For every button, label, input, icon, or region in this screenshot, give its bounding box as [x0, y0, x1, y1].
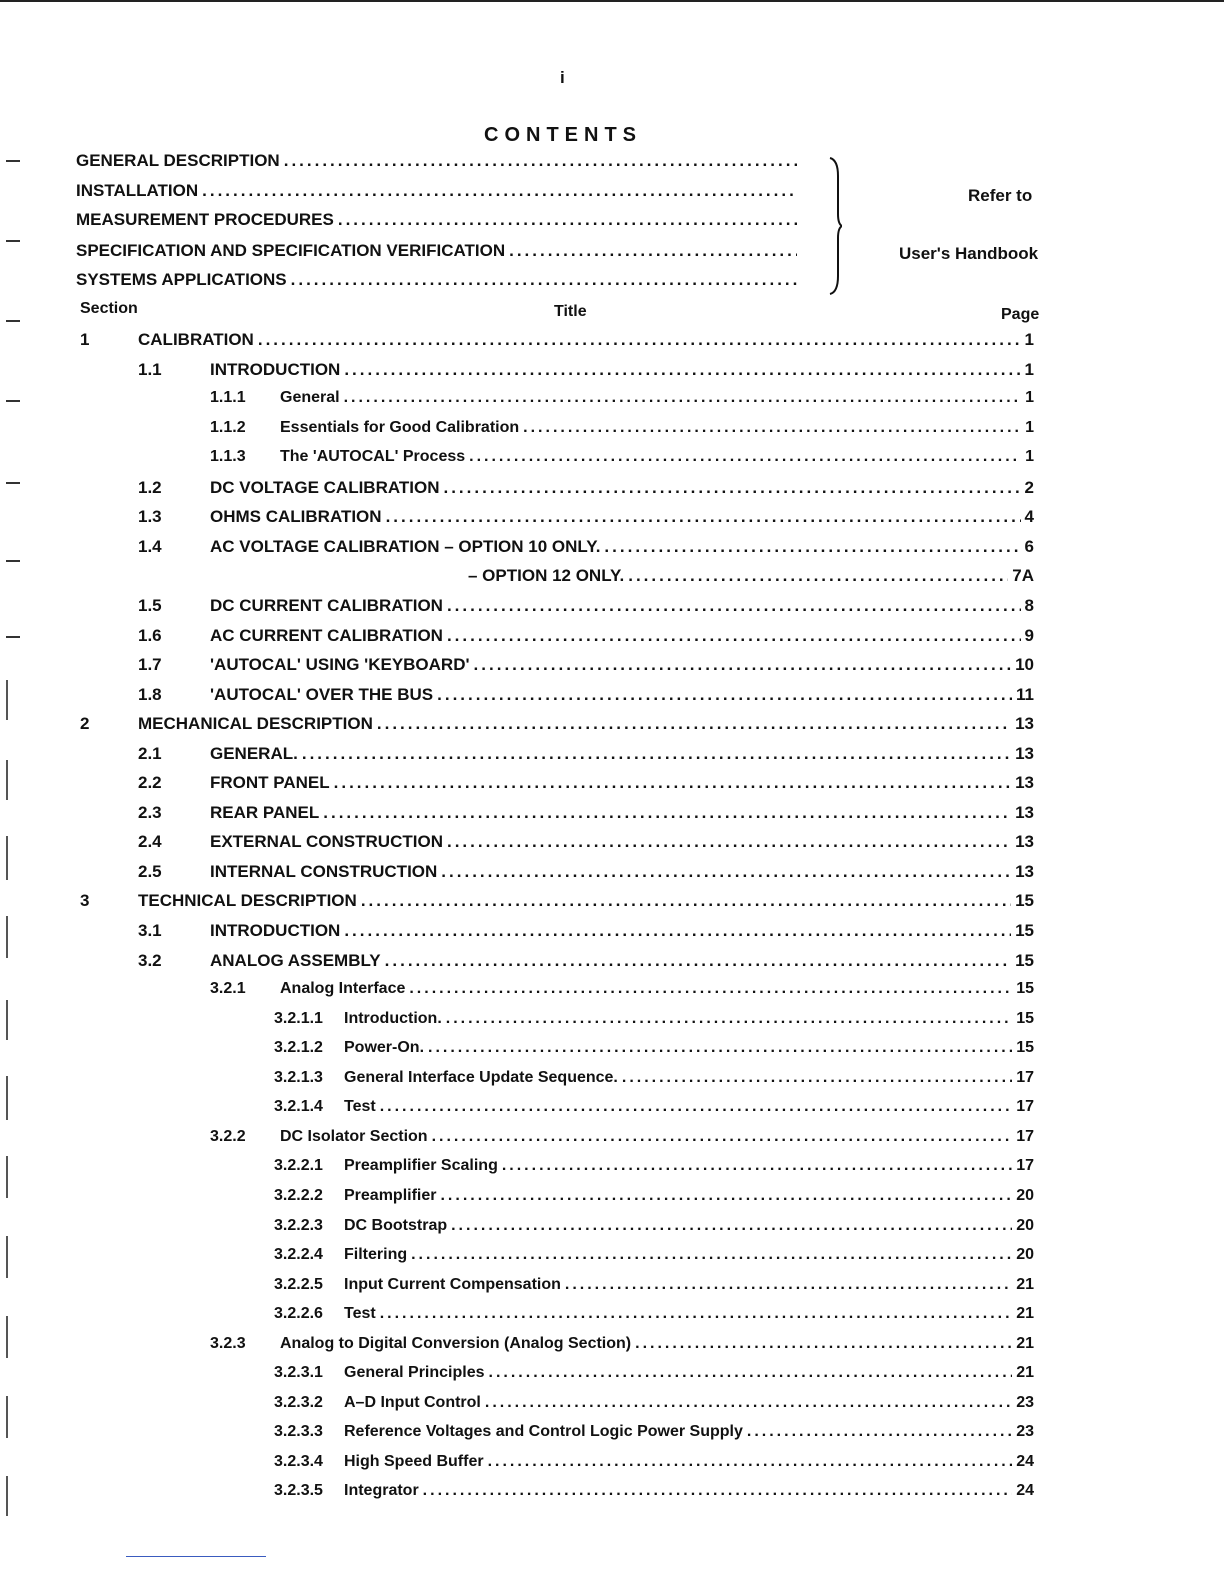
toc-entry — [280, 1128, 1034, 1152]
margin-bar — [6, 680, 8, 720]
margin-mark — [6, 636, 20, 638]
toc-page-number: 6 — [1024, 537, 1034, 556]
toc-page-number: 17 — [1016, 1098, 1034, 1115]
toc-entry-title: ANALOG ASSEMBLY — [210, 951, 381, 970]
page-number: i — [560, 68, 565, 87]
general-item-label: INSTALLATION — [76, 181, 199, 200]
toc-page-number: 13 — [1015, 862, 1034, 881]
leader-dots — [485, 1394, 1012, 1412]
toc-page-number: 13 — [1015, 773, 1034, 792]
toc-entry — [344, 1276, 1034, 1300]
leader-dots — [440, 1187, 1012, 1205]
toc-section-number: 2.3 — [138, 803, 162, 822]
toc-entry — [210, 951, 1034, 975]
toc-entry-title: AC VOLTAGE CALIBRATION – OPTION 10 ONLY. — [210, 537, 601, 556]
toc-section-number: 3.2.2.6 — [274, 1305, 323, 1322]
leader-dots — [747, 1423, 1012, 1441]
general-item — [76, 181, 801, 205]
toc-section-number: 1.1.2 — [210, 419, 246, 436]
toc-page-number: 9 — [1024, 626, 1034, 645]
leader-dots — [361, 891, 1011, 911]
toc-entry — [344, 1039, 1034, 1063]
margin-mark — [6, 160, 20, 162]
general-item-label: SYSTEMS APPLICATIONS — [76, 270, 287, 289]
toc-entry-title: The 'AUTOCAL' Process — [280, 448, 466, 465]
toc-entry-title: Reference Voltages and Control Logic Power Supply — [344, 1423, 743, 1440]
toc-entry-title: CALIBRATION — [138, 330, 254, 349]
toc-page-number: 17 — [1016, 1069, 1034, 1086]
toc-page-number: 1 — [1025, 448, 1034, 465]
toc-entry — [210, 921, 1034, 945]
leader-dots — [489, 1364, 1013, 1382]
leader-dots — [565, 1276, 1012, 1294]
leader-dots — [604, 537, 1020, 557]
toc-entry — [138, 714, 1034, 738]
leader-dots — [437, 685, 1012, 705]
leader-dots — [447, 832, 1011, 852]
toc-page-number: 15 — [1015, 921, 1034, 940]
toc-page-number: 1 — [1024, 360, 1034, 379]
toc-page-number: 15 — [1016, 980, 1034, 997]
toc-entry — [344, 1394, 1034, 1418]
toc-entry-title: High Speed Buffer — [344, 1453, 484, 1470]
toc-section-number: 3.2.3.3 — [274, 1423, 323, 1440]
toc-section-number: 1.8 — [138, 685, 162, 704]
toc-section-number: 3.2.2 — [210, 1128, 246, 1145]
toc-section-number: 3.2 — [138, 951, 162, 970]
users-handbook-text: User's Handbook — [899, 244, 1039, 263]
leader-dots — [323, 803, 1011, 823]
leader-dots — [622, 1069, 1012, 1087]
leader-dots — [523, 419, 1021, 437]
toc-section-number: 3.2.2.5 — [274, 1276, 323, 1293]
toc-page-number: 24 — [1016, 1482, 1034, 1499]
toc-entry — [210, 803, 1034, 827]
toc-section-number: 3.2.2.3 — [274, 1217, 323, 1234]
toc-entry — [210, 537, 1034, 561]
leader-dots — [411, 1246, 1012, 1264]
toc-page-number: 10 — [1015, 655, 1034, 674]
leader-dots — [447, 626, 1021, 646]
toc-entry-title: DC CURRENT CALIBRATION — [210, 596, 443, 615]
toc-page-number: 1 — [1024, 330, 1034, 349]
toc-entry-title: Power-On. — [344, 1039, 425, 1056]
toc-entry-title: A–D Input Control — [344, 1394, 481, 1411]
toc-page-number: 1 — [1025, 389, 1034, 406]
leader-dots — [385, 951, 1011, 971]
general-item — [76, 151, 801, 175]
toc-entry — [210, 478, 1034, 502]
leader-dots — [488, 1453, 1013, 1471]
toc-entry-title: OHMS CALIBRATION — [210, 507, 382, 526]
toc-section-number: 2.2 — [138, 773, 162, 792]
toc-page-number: 17 — [1016, 1157, 1034, 1174]
toc-section-number: 2.1 — [138, 744, 162, 763]
toc-section-number: 3.1 — [138, 921, 162, 940]
leader-dots — [291, 270, 797, 290]
toc-entry-title: Preamplifier — [344, 1187, 437, 1204]
toc-page-number: 4 — [1024, 507, 1034, 526]
toc-section-number: 3.2.3 — [210, 1335, 246, 1352]
leader-dots — [423, 1482, 1013, 1500]
page-title: CONTENTS — [484, 124, 642, 146]
toc-entry — [280, 1335, 1034, 1359]
toc-entry — [210, 832, 1034, 856]
margin-mark — [6, 320, 20, 322]
toc-entry-title: DC VOLTAGE CALIBRATION — [210, 478, 440, 497]
toc-entry — [344, 1069, 1034, 1093]
margin-bar — [6, 1156, 8, 1198]
toc-entry-title: General Interface Update Sequence. — [344, 1069, 618, 1086]
toc-entry — [138, 891, 1034, 915]
leader-dots — [302, 744, 1011, 764]
toc-page-number: 21 — [1016, 1335, 1034, 1352]
toc-entry — [344, 1187, 1034, 1211]
toc-entry-title: MECHANICAL DESCRIPTION — [138, 714, 373, 733]
leader-dots — [409, 980, 1012, 998]
toc-page-number: 13 — [1015, 714, 1034, 733]
leader-dots — [386, 507, 1021, 527]
toc-section-number: 2 — [80, 714, 90, 733]
toc-section-number: 3 — [80, 891, 90, 910]
toc-entry — [210, 685, 1034, 709]
toc-section-number: 1.5 — [138, 596, 162, 615]
toc-entry — [280, 980, 1034, 1004]
leader-dots — [377, 714, 1011, 734]
toc-entry — [210, 360, 1034, 384]
leader-dots — [258, 330, 1021, 350]
margin-bar — [6, 1236, 8, 1278]
leader-dots — [443, 478, 1020, 498]
leader-dots — [284, 151, 797, 171]
page-column-header: Page — [1001, 306, 1040, 323]
toc-entry-title: INTERNAL CONSTRUCTION — [210, 862, 438, 881]
curly-brace — [828, 156, 842, 296]
toc-entry — [344, 1157, 1034, 1181]
toc-page-number: 13 — [1015, 832, 1034, 851]
toc-entry-title: Analog Interface — [280, 980, 406, 997]
toc-entry-title: Input Current Compensation — [344, 1276, 561, 1293]
toc-section-number: 1.1 — [138, 360, 162, 379]
toc-page-number: 21 — [1016, 1364, 1034, 1381]
toc-page-number: 15 — [1016, 1010, 1034, 1027]
toc-section-number: 3.2.2.2 — [274, 1187, 323, 1204]
toc-entry-title: TECHNICAL DESCRIPTION — [138, 891, 357, 910]
toc-entry-title: Introduction. — [344, 1010, 442, 1027]
leader-dots — [432, 1128, 1013, 1146]
toc-section-number: 1.3 — [138, 507, 162, 526]
toc-entry-title: – OPTION 12 ONLY. — [468, 566, 625, 585]
toc-page-number: 2 — [1024, 478, 1034, 497]
toc-entry — [344, 1423, 1034, 1447]
toc-entry — [210, 655, 1034, 679]
margin-bar — [6, 1000, 8, 1040]
toc-page-number: 20 — [1016, 1246, 1034, 1263]
leader-dots — [635, 1335, 1012, 1353]
toc-section-number: 3.2.3.2 — [274, 1394, 323, 1411]
general-item — [76, 241, 801, 265]
toc-entry-title: DC Bootstrap — [344, 1217, 448, 1234]
toc-entry — [344, 1010, 1034, 1034]
margin-bar — [6, 760, 8, 800]
toc-entry-title: Preamplifier Scaling — [344, 1157, 498, 1174]
toc-entry-title: Analog to Digital Conversion (Analog Section) — [280, 1335, 632, 1352]
general-item — [76, 270, 801, 294]
toc-section-number: 3.2.3.1 — [274, 1364, 323, 1381]
toc-page-number: 1 — [1025, 419, 1034, 436]
toc-entry-title: DC Isolator Section — [280, 1128, 428, 1145]
toc-entry-title: INTRODUCTION — [210, 921, 341, 940]
margin-mark — [6, 240, 20, 242]
toc-entry — [344, 1453, 1034, 1477]
toc-entry — [280, 419, 1034, 443]
toc-entry — [344, 1482, 1034, 1506]
leader-dots — [628, 566, 1008, 586]
margin-mark — [6, 560, 20, 562]
toc-page-number: 24 — [1016, 1453, 1034, 1470]
margin-mark — [6, 400, 20, 402]
toc-entry-title: FRONT PANEL — [210, 773, 330, 792]
leader-dots — [451, 1217, 1012, 1235]
toc-section-number: 1.1.3 — [210, 448, 246, 465]
toc-entry — [344, 1305, 1034, 1329]
general-item-label: MEASUREMENT PROCEDURES — [76, 210, 334, 229]
toc-entry-title: EXTERNAL CONSTRUCTION — [210, 832, 443, 851]
toc-section-number: 1.1.1 — [210, 389, 246, 406]
toc-entry — [344, 1098, 1034, 1122]
toc-section-number: 2.4 — [138, 832, 162, 851]
leader-dots — [446, 1010, 1012, 1028]
toc-entry — [280, 448, 1034, 472]
toc-section-number: 1 — [80, 330, 90, 349]
toc-page-number: 21 — [1016, 1276, 1034, 1293]
leader-dots — [202, 181, 797, 201]
toc-entry — [210, 626, 1034, 650]
leader-dots — [502, 1157, 1012, 1175]
toc-page-number: 20 — [1016, 1187, 1034, 1204]
toc-entry-title: Test — [344, 1098, 376, 1115]
footnote-rule — [126, 1556, 266, 1557]
toc-entry-title: Essentials for Good Calibration — [280, 419, 520, 436]
toc-section-number: 3.2.2.4 — [274, 1246, 323, 1263]
general-item-label: GENERAL DESCRIPTION — [76, 151, 280, 170]
leader-dots — [344, 360, 1020, 380]
leader-dots — [344, 921, 1011, 941]
toc-entry-title: General Principles — [344, 1364, 485, 1381]
leader-dots — [338, 210, 797, 230]
toc-entry-title: 'AUTOCAL' USING 'KEYBOARD' — [210, 655, 470, 674]
toc-entry — [210, 507, 1034, 531]
toc-section-number: 1.4 — [138, 537, 162, 556]
toc-section-number: 3.2.1 — [210, 980, 246, 997]
margin-bar — [6, 1076, 8, 1120]
toc-page-number: 15 — [1015, 891, 1034, 910]
leader-dots — [380, 1305, 1012, 1323]
toc-page-number: 15 — [1016, 1039, 1034, 1056]
section-column-header: Section — [80, 300, 138, 317]
toc-entry-title: Filtering — [344, 1246, 408, 1263]
toc-entry — [280, 389, 1034, 413]
toc-entry — [344, 1217, 1034, 1241]
toc-page-number: 13 — [1015, 803, 1034, 822]
toc-entry-title: REAR PANEL — [210, 803, 320, 822]
leader-dots — [441, 862, 1011, 882]
margin-bar — [6, 1396, 8, 1438]
toc-entry-title: GENERAL. — [210, 744, 298, 763]
toc-section-number: 3.2.1.1 — [274, 1010, 323, 1027]
title-column-header: Title — [554, 303, 587, 320]
toc-entry-title: Integrator — [344, 1482, 419, 1499]
leader-dots — [509, 241, 797, 261]
toc-section-number: 3.2.1.2 — [274, 1039, 323, 1056]
toc-section-number: 3.2.3.5 — [274, 1482, 323, 1499]
leader-dots — [469, 448, 1021, 466]
toc-page-number: 7A — [1012, 566, 1034, 585]
toc-entry — [468, 566, 1034, 590]
toc-entry-title: AC CURRENT CALIBRATION — [210, 626, 443, 645]
toc-section-number: 3.2.3.4 — [274, 1453, 323, 1470]
toc-section-number: 2.5 — [138, 862, 162, 881]
toc-section-number: 1.7 — [138, 655, 162, 674]
margin-bar — [6, 836, 8, 880]
toc-section-number: 3.2.1.4 — [274, 1098, 323, 1115]
toc-page-number: 13 — [1015, 744, 1034, 763]
leader-dots — [334, 773, 1011, 793]
toc-section-number: 3.2.2.1 — [274, 1157, 323, 1174]
margin-bar — [6, 916, 8, 958]
margin-bar — [6, 1316, 8, 1358]
leader-dots — [447, 596, 1021, 616]
toc-entry — [344, 1364, 1034, 1388]
toc-entry — [210, 862, 1034, 886]
toc-page-number: 17 — [1016, 1128, 1034, 1145]
toc-entry-title: General — [280, 389, 340, 406]
toc-page-number: 15 — [1015, 951, 1034, 970]
toc-entry — [138, 330, 1034, 354]
toc-page-number: 8 — [1024, 596, 1034, 615]
refer-to-text: Refer to — [968, 186, 1033, 205]
leader-dots — [428, 1039, 1012, 1057]
general-item-label: SPECIFICATION AND SPECIFICATION VERIFICATION — [76, 241, 506, 260]
toc-page-number: 21 — [1016, 1305, 1034, 1322]
leader-dots — [474, 655, 1012, 675]
toc-section-number: 1.2 — [138, 478, 162, 497]
toc-section-number: 1.6 — [138, 626, 162, 645]
scan-edge-line — [0, 0, 1224, 2]
toc-page-number: 23 — [1016, 1394, 1034, 1411]
toc-entry-title: Test — [344, 1305, 376, 1322]
toc-page-number: 20 — [1016, 1217, 1034, 1234]
toc-page-number: 11 — [1016, 685, 1034, 704]
toc-entry-title: INTRODUCTION — [210, 360, 341, 379]
margin-mark — [6, 482, 20, 484]
toc-entry — [210, 773, 1034, 797]
toc-section-number: 3.2.1.3 — [274, 1069, 323, 1086]
toc-entry — [210, 744, 1034, 768]
leader-dots — [380, 1098, 1012, 1116]
toc-page-number: 23 — [1016, 1423, 1034, 1440]
margin-bar — [6, 1476, 8, 1516]
general-item — [76, 210, 801, 234]
leader-dots — [344, 389, 1022, 407]
toc-entry-title: 'AUTOCAL' OVER THE BUS — [210, 685, 434, 704]
toc-entry — [210, 596, 1034, 620]
toc-entry — [344, 1246, 1034, 1270]
